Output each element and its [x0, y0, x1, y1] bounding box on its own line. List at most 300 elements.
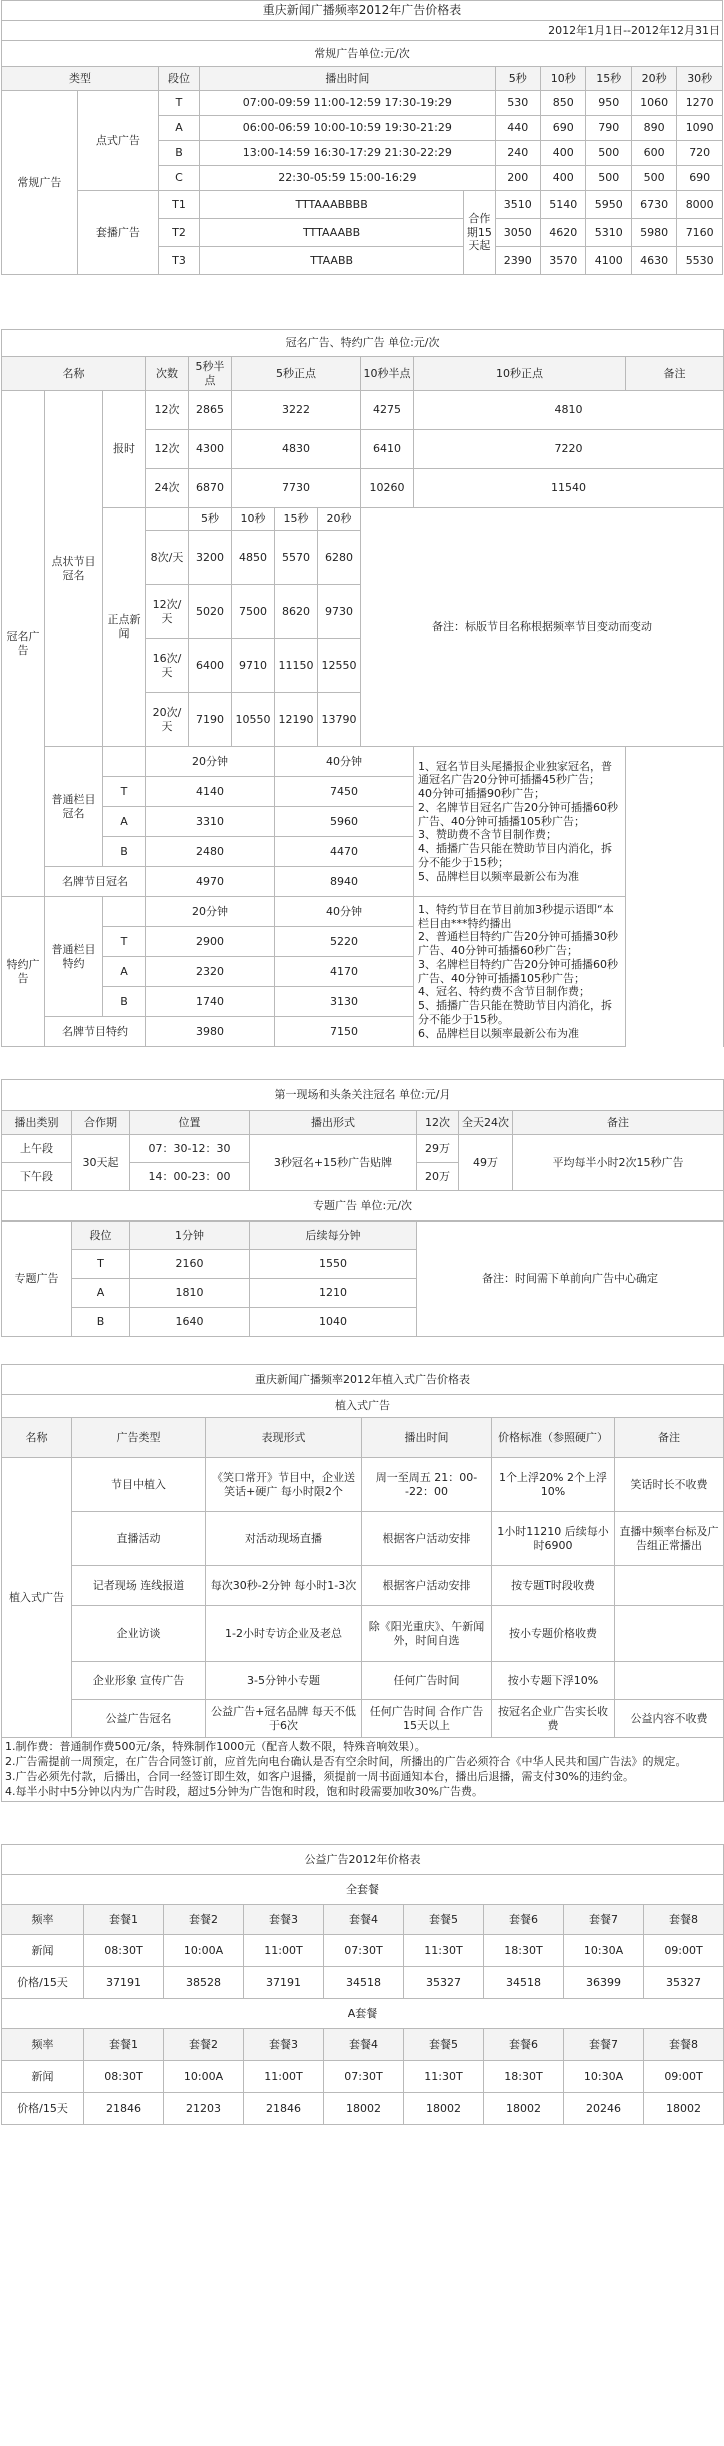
price-cell: 3980	[146, 1017, 275, 1047]
col-package: 套餐3	[244, 1905, 324, 1935]
code-cell: TTTAAABBBB	[200, 191, 464, 219]
time-cell: 除《阳光重庆》、午新闻外，时间自选	[362, 1606, 492, 1662]
note-line: 4、冠名、特约费不含节目制作费；	[418, 985, 590, 999]
section-gap	[0, 1802, 724, 1844]
type-cell: 企业访谈	[72, 1606, 206, 1662]
price-cell: 36399	[564, 1967, 644, 1999]
note-line: 2、名牌节目冠名广告20分钟可插播60秒广告、40分钟可插播105秒广告；	[418, 800, 618, 828]
header-15s: 15秒	[586, 67, 631, 91]
price-cell: 7160	[677, 219, 723, 247]
zd-header: 10秒	[232, 508, 275, 531]
time-cell: 11:30T	[404, 1935, 484, 1967]
price-cell: 950	[586, 91, 631, 116]
public-title: 公益广告2012年价格表	[2, 1845, 724, 1875]
remark-cell: 直播中频率台标及广告组正常播出	[615, 1512, 724, 1566]
price-cell: 35327	[404, 1967, 484, 1999]
implant-label: 植入式广告	[2, 1458, 72, 1738]
time-cell: 11:00T	[244, 2061, 324, 2093]
price-cell: 29万	[417, 1135, 459, 1163]
sponsor-table	[1, 329, 724, 1047]
col-package: 套餐4	[324, 1905, 404, 1935]
col-package: 套餐8	[644, 2029, 724, 2061]
price-cell: 4830	[232, 430, 361, 469]
price-cell: 4470	[275, 837, 414, 867]
price-cell: 530	[495, 91, 540, 116]
price-cell: 7450	[275, 777, 414, 807]
price-cell: 21846	[84, 2093, 164, 2125]
cat-cell: 上午段	[2, 1135, 72, 1163]
full-package-title: 全套餐	[2, 1875, 724, 1905]
time-cell: 09:00T	[644, 2061, 724, 2093]
header-30s: 30秒	[677, 67, 723, 91]
header-per-min: 后续每分钟	[250, 1222, 417, 1250]
header-time: 播出时间	[200, 67, 496, 91]
price-cell: 5220	[275, 927, 414, 957]
price-cell: 690	[541, 116, 586, 141]
dianzhuang-label: 点状节目冠名	[45, 391, 103, 747]
seg-cell: T2	[158, 219, 199, 247]
price-cell: 5530	[677, 247, 723, 275]
table-row	[2, 897, 724, 927]
price-cell: 5570	[275, 531, 318, 585]
price-cell: 6730	[631, 191, 676, 219]
header-10s: 10秒	[541, 67, 586, 91]
time-cell: 08:30T	[84, 2061, 164, 2093]
price-cell: 1810	[130, 1279, 250, 1308]
price-cell: 9710	[232, 639, 275, 693]
price-cell: 7150	[275, 1017, 414, 1047]
header-10s-half: 10秒半点	[361, 357, 414, 391]
form-cell: 公益广告+冠名品牌 每天不低于6次	[206, 1700, 362, 1738]
note-line: 3、名牌栏目特约广告20分钟可插播60秒广告、40分钟可插播105秒广告；	[418, 957, 618, 985]
price-cell: 18002	[484, 2093, 564, 2125]
price-cell: 240	[495, 141, 540, 166]
price-cell: 2390	[495, 247, 540, 275]
price-cell: 3510	[495, 191, 540, 219]
count-cell: 24次	[146, 469, 189, 508]
price-cell: 400	[541, 166, 586, 191]
price-cell: 1个上浮20% 2个上浮10%	[492, 1458, 615, 1512]
col-package: 套餐1	[84, 2029, 164, 2061]
price-cell: 4275	[361, 391, 414, 430]
price-cell: 34518	[324, 1967, 404, 1999]
col-40min: 40分钟	[275, 897, 414, 927]
col-20min: 20分钟	[146, 897, 275, 927]
header-name: 名称	[2, 357, 146, 391]
ty-brand-label: 名牌节目特约	[45, 1017, 146, 1047]
price-cell: 3200	[189, 531, 232, 585]
zd-note: 备注：标版节目名称根据频率节目变动而变动	[361, 508, 724, 747]
col-package: 套餐5	[404, 2029, 484, 2061]
price-cell: 4970	[146, 867, 275, 897]
price-cell: 21203	[164, 2093, 244, 2125]
header-pos: 位置	[130, 1111, 250, 1135]
price-cell: 4620	[541, 219, 586, 247]
remark-cell	[615, 1606, 724, 1662]
zd-header: 5秒	[189, 508, 232, 531]
price-cell: 1060	[631, 91, 676, 116]
form-cell: 1-2小时专访企业及老总	[206, 1606, 362, 1662]
zd-header: 20秒	[318, 508, 361, 531]
spot-ad-label: 点式广告	[77, 91, 158, 191]
price-cell: 20246	[564, 2093, 644, 2125]
price-cell: 200	[495, 166, 540, 191]
header-name: 名称	[2, 1418, 72, 1458]
col-package: 套餐2	[164, 2029, 244, 2061]
putong-ty-label: 普通栏目特约	[45, 897, 103, 1017]
col-40min: 40分钟	[275, 747, 414, 777]
ty-notes	[414, 897, 626, 1047]
time-cell: 07:30T	[324, 1935, 404, 1967]
note-line: 3.广告必须先付款，后播出，合同一经签订即生效，如客户退播，须提前一周书面通知本台，播出后退播，需支付30%的违约金。	[5, 1769, 634, 1783]
remark-cell: 笑话时长不收费	[615, 1458, 724, 1512]
col-20min: 20分钟	[146, 747, 275, 777]
col-package: 套餐1	[84, 1905, 164, 1935]
regular-unit: 常规广告单位:元/次	[2, 41, 723, 67]
price-cell: 20万	[417, 1163, 459, 1191]
price-cell: 6400	[189, 639, 232, 693]
header-type: 广告类型	[72, 1418, 206, 1458]
table-row	[2, 391, 724, 430]
time-cell: 07:00-09:59 11:00-12:59 17:30-19:29	[200, 91, 496, 116]
code-cell: TTAABB	[200, 247, 464, 275]
empty-cell	[146, 508, 189, 531]
section-gap	[0, 275, 724, 329]
empty-cell	[103, 897, 146, 927]
header-form: 表现形式	[206, 1418, 362, 1458]
price-cell: 1740	[146, 987, 275, 1017]
price-cell: 12190	[275, 693, 318, 747]
table-row	[2, 2061, 724, 2093]
seg-cell: A	[103, 807, 146, 837]
form-cell: 《笑口常开》节目中，企业送笑话+硬广 每小时限2个	[206, 1458, 362, 1512]
price-cell: 3130	[275, 987, 414, 1017]
price-cell: 37191	[244, 1967, 324, 1999]
seg-cell: A	[72, 1279, 130, 1308]
count-cell: 20次/天	[146, 693, 189, 747]
price-cell: 10550	[232, 693, 275, 747]
type-cell: 直播活动	[72, 1512, 206, 1566]
price-cell: 13790	[318, 693, 361, 747]
seg-cell: T	[158, 91, 199, 116]
sponsor-unit: 冠名广告、特约广告 单位:元/次	[2, 330, 724, 357]
type-cell: 节目中植入	[72, 1458, 206, 1512]
note-line: 40分钟可插播90秒广告；	[418, 787, 545, 801]
price-cell: 2865	[189, 391, 232, 430]
implant-main-title: 重庆新闻广播频率2012年植入式广告价格表	[2, 1365, 724, 1395]
remark-cell	[615, 1566, 724, 1606]
price-cell: 按小专题下浮10%	[492, 1662, 615, 1700]
topic-label: 专题广告	[2, 1222, 72, 1337]
price-cell: 按专题T时段收费	[492, 1566, 615, 1606]
price-cell: 37191	[84, 1967, 164, 1999]
seg-cell: C	[158, 166, 199, 191]
note-line: 4.每半小时中5分钟以内为广告时段，超过5分钟为广告饱和时段，饱和时段需要加收30%广告费。	[5, 1784, 483, 1798]
count-cell: 16次/天	[146, 639, 189, 693]
price-cell: 4300	[189, 430, 232, 469]
time-cell: 09:00T	[644, 1935, 724, 1967]
package-term: 合作期15天起	[464, 191, 495, 275]
table-row	[2, 508, 724, 531]
price-cell: 500	[586, 141, 631, 166]
period: 2012年1月1日--2012年12月31日	[2, 21, 723, 41]
scene-table	[1, 1079, 724, 1221]
time-cell: 18:30T	[484, 1935, 564, 1967]
price-cell: 2480	[146, 837, 275, 867]
seg-cell: T1	[158, 191, 199, 219]
regular-ad-table	[1, 0, 723, 275]
type-cell: 企业形象 宣传广告	[72, 1662, 206, 1700]
seg-cell: T3	[158, 247, 199, 275]
count-cell: 8次/天	[146, 531, 189, 585]
price-cell: 440	[495, 116, 540, 141]
remark-cell	[615, 1662, 724, 1700]
time-cell: 周一至周五 21：00--22：00	[362, 1458, 492, 1512]
table-row	[2, 747, 724, 777]
price-cell: 7730	[232, 469, 361, 508]
form-cell: 每次30秒-2分钟 每小时1-3次	[206, 1566, 362, 1606]
implant-sub-title: 植入式广告	[2, 1395, 724, 1418]
price-cell: 1040	[250, 1308, 417, 1337]
table-row	[2, 1512, 724, 1566]
form-cell: 对活动现场直播	[206, 1512, 362, 1566]
seg-cell: B	[103, 837, 146, 867]
price-cell: 400	[541, 141, 586, 166]
header-10s-exact: 10秒正点	[414, 357, 626, 391]
col-package: 套餐6	[484, 1905, 564, 1935]
col-package: 套餐8	[644, 1905, 724, 1935]
price-cell: 3050	[495, 219, 540, 247]
note-line: 2.广告需提前一周预定，在广告合同签订前，应首先向电台确认是否有空余时间，所播出的广告必须符合《中华人民共和国广告法》的规定。	[5, 1754, 687, 1768]
price-cell: 790	[586, 116, 631, 141]
price-cell: 5980	[631, 219, 676, 247]
price-cell: 3570	[541, 247, 586, 275]
price-cell: 5960	[275, 807, 414, 837]
implant-table	[1, 1364, 724, 1802]
regular-type-label: 常规广告	[2, 91, 78, 275]
time-cell: 11:00T	[244, 1935, 324, 1967]
row-label: 价格/15天	[2, 1967, 84, 1999]
price-cell: 1小时11210 后续每小时6900	[492, 1512, 615, 1566]
table-row	[2, 1458, 724, 1512]
section-gap	[0, 1337, 724, 1364]
gm-brand-label: 名牌节目冠名	[45, 867, 146, 897]
table-row	[2, 1662, 724, 1700]
table-row	[2, 1135, 724, 1163]
table-row	[2, 191, 723, 219]
price-cell: 500	[631, 166, 676, 191]
header-5s-exact: 5秒正点	[232, 357, 361, 391]
time-cell: 18:30T	[484, 2061, 564, 2093]
pos-cell: 07：30-12：30	[130, 1135, 250, 1163]
header-remark: 备注	[615, 1418, 724, 1458]
header-cat: 播出类别	[2, 1111, 72, 1135]
col-package: 套餐4	[324, 2029, 404, 2061]
seg-cell: T	[103, 927, 146, 957]
table-row	[2, 1606, 724, 1662]
a-package-title: A套餐	[2, 1999, 724, 2029]
type-cell: 公益广告冠名	[72, 1700, 206, 1738]
price-cell: 按冠名企业广告实长收费	[492, 1700, 615, 1738]
price-cell: 1090	[677, 116, 723, 141]
price-cell: 3222	[232, 391, 361, 430]
price-cell: 9730	[318, 585, 361, 639]
seg-cell: A	[158, 116, 199, 141]
price-cell: 5140	[541, 191, 586, 219]
table-row	[2, 1935, 724, 1967]
time-cell: 根据客户活动安排	[362, 1566, 492, 1606]
code-cell: TTTAAABB	[200, 219, 464, 247]
price-cell: 720	[677, 141, 723, 166]
header-1min: 1分钟	[130, 1222, 250, 1250]
putong-gm-label: 普通栏目冠名	[45, 747, 103, 867]
price-cell: 5020	[189, 585, 232, 639]
table-row	[2, 2093, 724, 2125]
table-row	[2, 91, 723, 116]
header-12: 12次	[417, 1111, 459, 1135]
header-24: 全天24次	[459, 1111, 513, 1135]
type-cell: 记者现场 连线报道	[72, 1566, 206, 1606]
header-seg: 段位	[158, 67, 199, 91]
count-cell: 12次/天	[146, 585, 189, 639]
price-cell: 8620	[275, 585, 318, 639]
time-cell: 10:00A	[164, 2061, 244, 2093]
price-cell: 8000	[677, 191, 723, 219]
price-cell: 4170	[275, 957, 414, 987]
form-cell: 3秒冠名+15秒广告贴牌	[250, 1135, 417, 1191]
section-gap	[0, 1047, 724, 1079]
remark-cell: 平均每半小时2次15秒广告	[513, 1135, 724, 1191]
price-cell: 4850	[232, 531, 275, 585]
note-line: 5、品牌栏目以频率最新公布为准	[418, 869, 579, 883]
topic-note: 备注：时间需下单前向广告中心确定	[417, 1222, 724, 1337]
term-cell: 30天起	[72, 1135, 130, 1191]
form-cell: 3-5分钟小专题	[206, 1662, 362, 1700]
price-cell: 1210	[250, 1279, 417, 1308]
price-cell: 10260	[361, 469, 414, 508]
price-cell: 7220	[414, 430, 724, 469]
row-label: 价格/15天	[2, 2093, 84, 2125]
teyue-label: 特约广告	[2, 897, 45, 1047]
count-cell: 12次	[146, 430, 189, 469]
price-cell: 11150	[275, 639, 318, 693]
topic-title: 专题广告 单位:元/次	[2, 1191, 724, 1221]
header-5s-half: 5秒半点	[189, 357, 232, 391]
note-line: 3、赞助费不含节目制作费；	[418, 828, 557, 842]
col-package: 套餐3	[244, 2029, 324, 2061]
seg-cell: B	[72, 1308, 130, 1337]
topic-table	[1, 1221, 724, 1337]
col-package: 套餐7	[564, 2029, 644, 2061]
time-cell: 任何广告时间 合作广告15天以上	[362, 1700, 492, 1738]
price-cell: 12550	[318, 639, 361, 693]
header-5s: 5秒	[495, 67, 540, 91]
header-term: 合作期	[72, 1111, 130, 1135]
header-20s: 20秒	[631, 67, 676, 91]
implant-notes	[2, 1738, 724, 1802]
col-freq: 频率	[2, 2029, 84, 2061]
price-cell: 21846	[244, 2093, 324, 2125]
header-seg: 段位	[72, 1222, 130, 1250]
header-remark: 备注	[513, 1111, 724, 1135]
seg-cell: T	[103, 777, 146, 807]
price-cell: 600	[631, 141, 676, 166]
price-cell: 2160	[130, 1250, 250, 1279]
time-cell: 06:00-06:59 10:00-10:59 19:30-21:29	[200, 116, 496, 141]
price-cell: 18002	[404, 2093, 484, 2125]
price-cell: 6280	[318, 531, 361, 585]
price-cell: 35327	[644, 1967, 724, 1999]
price-cell: 按小专题价格收费	[492, 1606, 615, 1662]
zd-header: 15秒	[275, 508, 318, 531]
time-cell: 根据客户活动安排	[362, 1512, 492, 1566]
guanming-label: 冠名广告	[2, 391, 45, 897]
header-type: 类型	[2, 67, 159, 91]
price-cell: 7500	[232, 585, 275, 639]
gm-notes	[414, 747, 626, 897]
price-cell: 4810	[414, 391, 724, 430]
time-cell: 任何广告时间	[362, 1662, 492, 1700]
col-package: 套餐2	[164, 1905, 244, 1935]
scene-title: 第一现场和头条关注冠名 单位:元/月	[2, 1080, 724, 1111]
header-count: 次数	[146, 357, 189, 391]
public-table	[1, 1844, 724, 2125]
header-time: 播出时间	[362, 1418, 492, 1458]
time-cell: 07:30T	[324, 2061, 404, 2093]
col-package: 套餐6	[484, 2029, 564, 2061]
table-row	[2, 1967, 724, 1999]
table-row	[2, 1566, 724, 1606]
col-freq: 频率	[2, 1905, 84, 1935]
seg-cell: B	[158, 141, 199, 166]
price-cell: 3310	[146, 807, 275, 837]
price-cell: 500	[586, 166, 631, 191]
table-row	[2, 1700, 724, 1738]
price-cell: 5310	[586, 219, 631, 247]
price-cell: 2900	[146, 927, 275, 957]
col-package: 套餐7	[564, 1905, 644, 1935]
baoshi-label: 报时	[103, 391, 146, 508]
price-cell: 690	[677, 166, 723, 191]
doc-title: 重庆新闻广播频率2012年广告价格表	[2, 1, 723, 21]
price-cell: 6410	[361, 430, 414, 469]
time-cell: 08:30T	[84, 1935, 164, 1967]
remark-cell: 公益内容不收费	[615, 1700, 724, 1738]
time-cell: 13:00-14:59 16:30-17:29 21:30-22:29	[200, 141, 496, 166]
seg-cell: A	[103, 957, 146, 987]
col-package: 套餐5	[404, 1905, 484, 1935]
note-line: 4、插播广告只能在赞助节目内消化，拆分不能少于15秒；	[418, 842, 612, 869]
note-line: 1、冠名节目头尾播报企业独家冠名，普通冠名广告20分钟可插播45秒广告；	[418, 759, 612, 787]
price-cell: 18002	[644, 2093, 724, 2125]
seg-cell: B	[103, 987, 146, 1017]
row-label: 新闻	[2, 1935, 84, 1967]
time-cell: 11:30T	[404, 2061, 484, 2093]
pos-cell: 14：00-23：00	[130, 1163, 250, 1191]
time-cell: 22:30-05:59 15:00-16:29	[200, 166, 496, 191]
header-remark: 备注	[626, 357, 724, 391]
price-cell: 890	[631, 116, 676, 141]
price-cell: 4100	[586, 247, 631, 275]
note-line: 1.制作费：普通制作费500元/条，特殊制作1000元（配音人数不限，特殊音响效果）。	[5, 1740, 426, 1753]
price-cell: 6870	[189, 469, 232, 508]
price-cell: 1550	[250, 1250, 417, 1279]
cat-cell: 下午段	[2, 1163, 72, 1191]
empty-cell	[103, 747, 146, 777]
time-cell: 10:30A	[564, 2061, 644, 2093]
package-ad-label: 套播广告	[77, 191, 158, 275]
price-cell: 850	[541, 91, 586, 116]
